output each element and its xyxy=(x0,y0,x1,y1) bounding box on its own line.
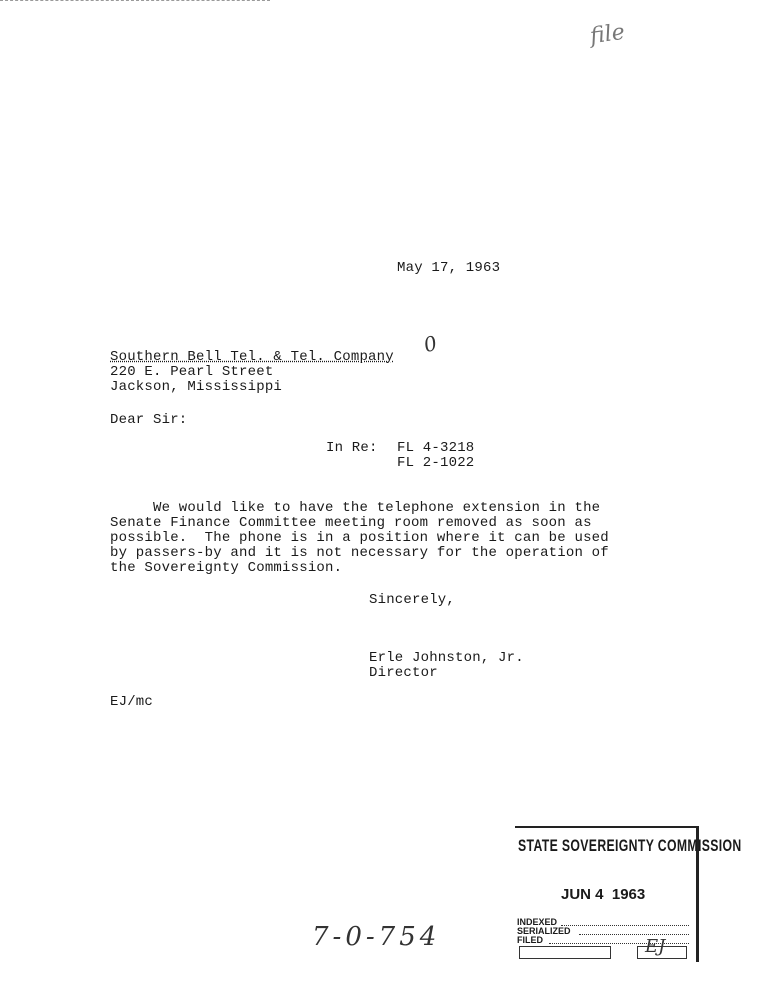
re-label: In Re: xyxy=(326,440,378,456)
letter-date: May 17, 1963 xyxy=(397,260,501,276)
file-number-handwriting: 7-0-754 xyxy=(312,922,441,952)
body-line: by passers-by and it is not necessary for the operation of xyxy=(110,545,609,561)
signer-title: Director xyxy=(369,665,438,681)
stamp-date: JUN 4 1963 xyxy=(561,886,646,903)
re-number: FL 2-1022 xyxy=(397,455,475,471)
recipient-city: Jackson, Mississippi xyxy=(110,379,283,395)
signer-name: Erle Johnston, Jr. xyxy=(369,650,524,666)
re-number: FL 4-3218 xyxy=(397,440,475,456)
stamp-initials-handwriting: EJ xyxy=(645,936,666,957)
recipient-name: Southern Bell Tel. & Tel. Company xyxy=(110,349,394,365)
received-stamp xyxy=(515,826,742,962)
stamp-rule xyxy=(549,943,689,944)
body-line: Senate Finance Committee meeting room removed as soon as xyxy=(110,515,592,531)
stamp-indexed: INDEXED xyxy=(517,917,558,927)
top-dotted-edge xyxy=(0,0,270,3)
closing: Sincerely, xyxy=(369,592,456,608)
salutation: Dear Sir: xyxy=(110,412,188,428)
body-line: the Sovereignty Commission. xyxy=(110,560,343,576)
stamp-title: STATE SOVEREIGNTY COMMISSION xyxy=(518,836,742,855)
body-line: We would like to have the telephone extension in the xyxy=(110,500,601,516)
stamp-serialized: SERIALIZED xyxy=(517,926,571,936)
recipient-mark: 0 xyxy=(421,330,440,358)
stamp-filed: FILED xyxy=(517,935,543,945)
stamp-box-left xyxy=(519,946,611,959)
typist-initials: EJ/mc xyxy=(110,694,154,710)
stamp-rule xyxy=(561,925,689,926)
recipient-street: 220 E. Pearl Street xyxy=(110,364,274,380)
file-handwriting: file xyxy=(588,19,627,50)
stamp-rule xyxy=(579,934,689,935)
body-line: possible. The phone is in a position where it can be used xyxy=(110,530,609,546)
